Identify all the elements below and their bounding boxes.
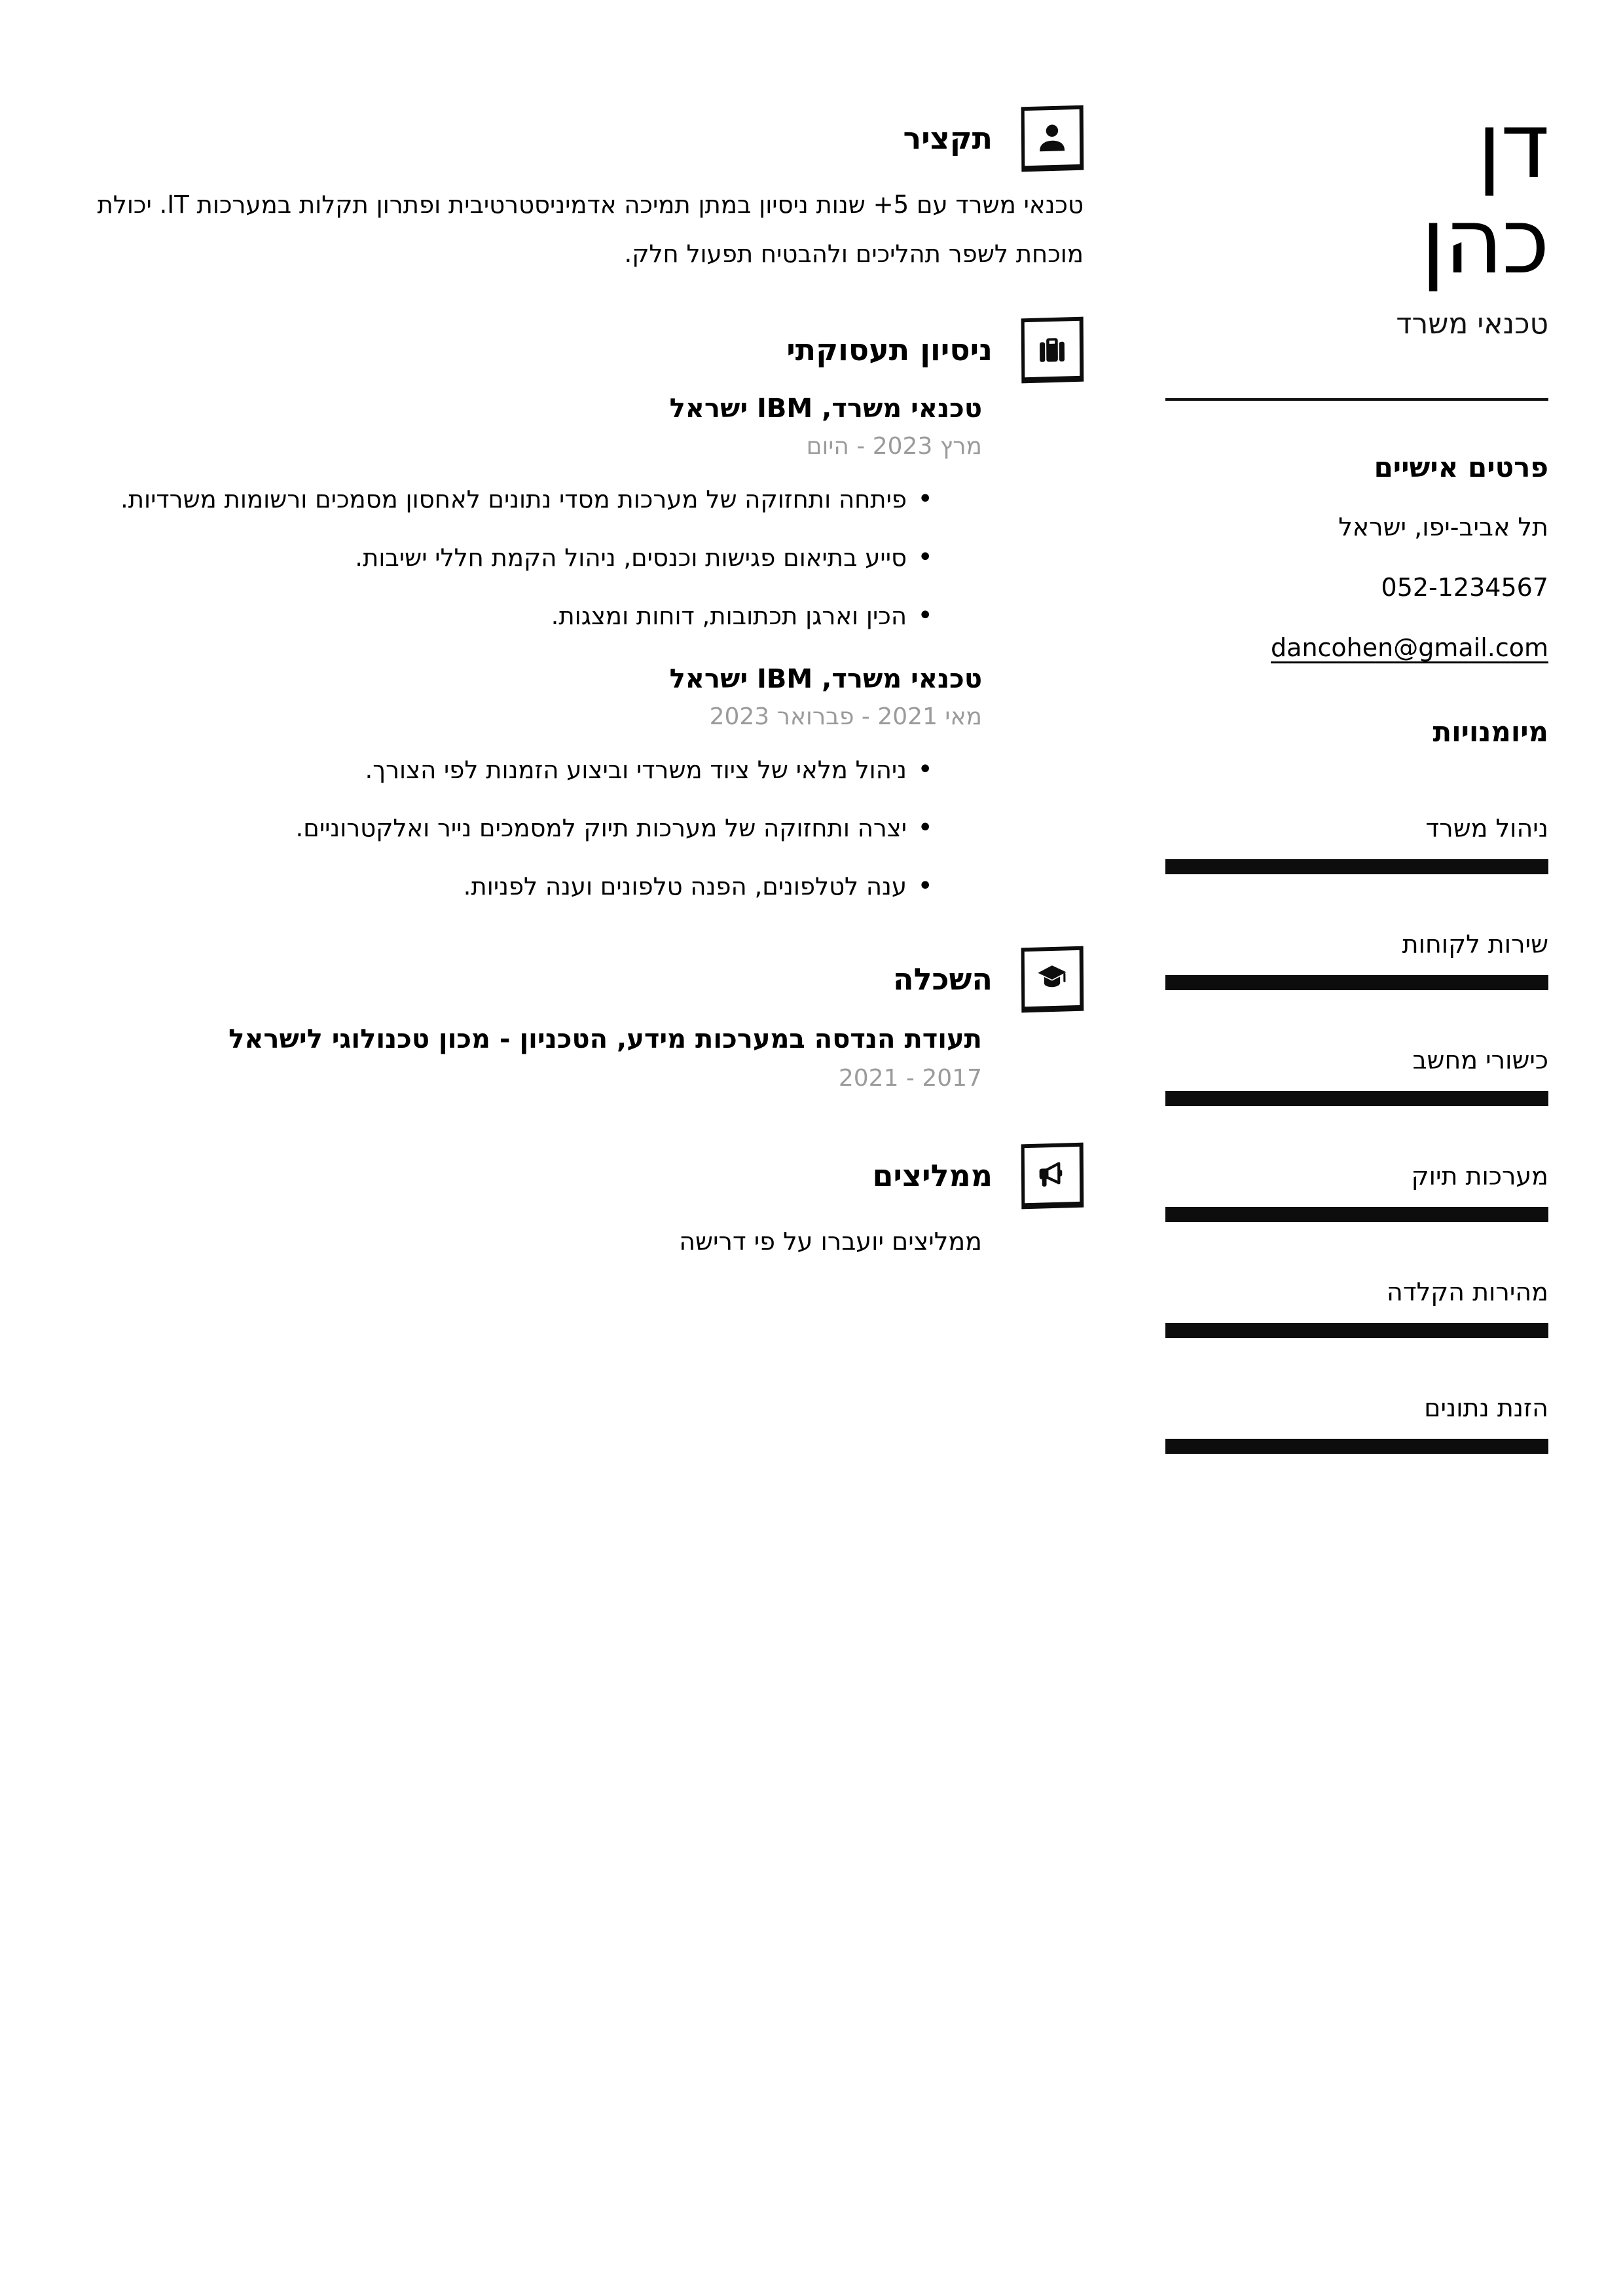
skill-label: כישורי מחשב (1412, 1046, 1548, 1075)
job-bullet: • סייע בתיאום פגישות וכנסים, ניהול הקמת חללי ישיבות. (74, 536, 907, 579)
job-bullet-list (74, 478, 982, 637)
job-entry (74, 662, 982, 908)
job-entry (74, 392, 982, 637)
graduation-cap-icon (1021, 946, 1084, 1013)
experience-section-header (74, 318, 1084, 382)
sidebar (1165, 0, 1548, 1454)
section-title-references: ממליצים (872, 1158, 993, 1194)
references-section-header (74, 1143, 1084, 1208)
education-dates: 2017 - 2021 (838, 1065, 982, 1092)
skill-level-bar (1165, 975, 1548, 990)
skill-item (1165, 1392, 1548, 1454)
job-bullet: • ענה לטלפונים, הפנה טלפונים וענה לפניות. (74, 865, 907, 908)
skill-label: הזנת נתונים (1424, 1394, 1548, 1422)
sidebar-divider (1165, 398, 1548, 401)
detail-phone: 052-1234567 (1381, 573, 1548, 602)
experience-section (74, 318, 1084, 908)
briefcase-icon (1021, 317, 1084, 384)
skill-level-bar (1165, 859, 1548, 874)
job-title: טכנאי משרד, IBM ישראל (669, 664, 982, 694)
job-title: טכנאי משרד, IBM ישראל (669, 394, 982, 424)
education-degree: תעודת הנדסה במערכות מידע, הטכניון - מכון טכנולוגי לישראל (228, 1024, 982, 1054)
skill-item (1165, 1044, 1548, 1106)
references-section (74, 1143, 1084, 1263)
person-last-name: כהן (1421, 189, 1548, 294)
skill-level-bar (1165, 1091, 1548, 1106)
education-section (74, 947, 1084, 1094)
skill-item (1165, 928, 1548, 990)
job-dates: מאי 2021 - פברואר 2023 (709, 703, 982, 730)
skill-level-bar (1165, 1323, 1548, 1338)
main-column (74, 0, 1084, 1263)
job-bullet-list (74, 749, 982, 908)
person-first-name: דן (1477, 93, 1548, 198)
megaphone-icon (1021, 1143, 1084, 1210)
education-section-header (74, 947, 1084, 1012)
job-bullet: • ניהול מלאי של ציוד משרדי וביצוע הזמנות לפי הצורך. (74, 749, 907, 791)
email-link[interactable]: dancohen@gmail.com (1271, 633, 1548, 662)
skill-level-bar (1165, 1207, 1548, 1222)
summary-section-header (74, 106, 1084, 171)
job-bullet: • פיתחה ותחזוקה של מערכות מסדי נתונים לאחסון מסמכים ורשומות משרדיות. (74, 478, 907, 521)
skill-item (1165, 1160, 1548, 1222)
job-dates: מרץ 2023 - היום (806, 433, 982, 460)
skill-label: מהירות הקלדה (1387, 1278, 1548, 1306)
skill-label: שירות לקוחות (1402, 930, 1548, 959)
personal-details-heading: פרטים אישיים (1374, 451, 1548, 483)
detail-email (1165, 634, 1548, 661)
skills-heading: מיומנויות (1432, 716, 1548, 748)
detail-location: תל אביב-יפו, ישראל (1338, 513, 1548, 542)
job-bullet: • יצרה ותחזוקה של מערכות תיוק למסמכים נייר ואלקטרוניים. (74, 807, 907, 849)
person-icon (1021, 105, 1084, 172)
section-title-summary: תקציר (903, 120, 993, 157)
skill-level-bar (1165, 1439, 1548, 1454)
skill-item (1165, 812, 1548, 874)
person-name (1165, 93, 1548, 294)
skill-item (1165, 1276, 1548, 1338)
person-job-title: טכנאי משרד (1396, 307, 1548, 341)
section-title-experience: ניסיון תעסוקתי (786, 332, 993, 368)
section-title-education: השכלה (893, 961, 993, 997)
references-text: ממליצים יועברו על פי דרישה (679, 1227, 982, 1256)
summary-text: טכנאי משרד עם 5+ שנות ניסיון במתן תמיכה אדמיניסטרטיבית ופתרון תקלות במערכות IT. יכולת מוכחת לשפר תהליכים ולהבטיח תפעול חלק. (97, 191, 1084, 268)
job-bullet: • הכין וארגן תכתובות, דוחות ומצגות. (74, 595, 907, 637)
skill-label: מערכות תיוק (1411, 1162, 1548, 1191)
skill-label: ניהול משרד (1425, 814, 1548, 843)
